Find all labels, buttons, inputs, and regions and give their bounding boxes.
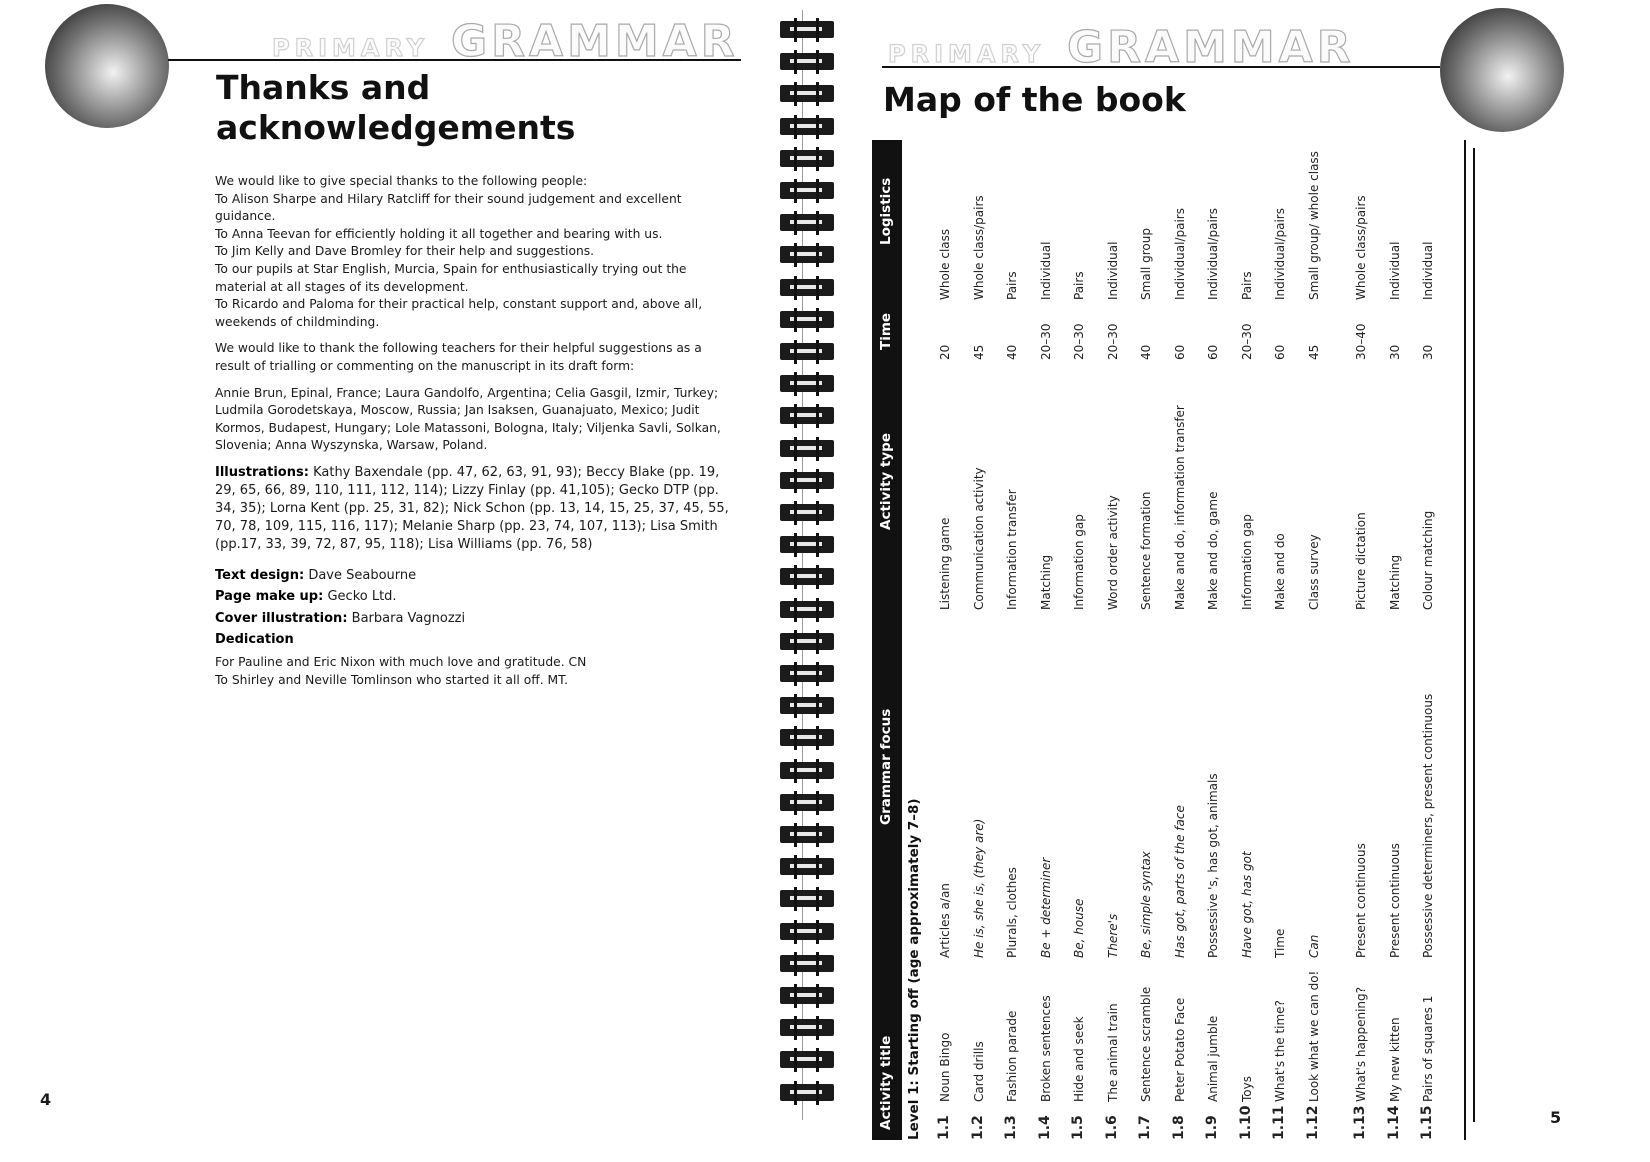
dedication-heading: [215, 629, 735, 651]
grammar-focus: Present continuous: [1387, 843, 1402, 958]
activity-type: Information gap: [1239, 514, 1254, 610]
thanks-line: To Jim Kelly and Dave Bromley for their help and suggestions.: [215, 244, 595, 259]
grammar-focus: Possessive 's, has got, animals: [1206, 773, 1220, 958]
activity-logistics: Small group/ whole class: [1306, 151, 1321, 300]
grammar-focus: Have got, has got: [1239, 851, 1254, 958]
activity-time: 45: [971, 344, 986, 360]
row-number: 1.1: [936, 1115, 952, 1140]
thanks-line: We would like to give special thanks to the following people:: [215, 174, 588, 188]
activity-logistics: Individual: [1387, 241, 1402, 300]
thanks-line: To Alison Sharpe and Hilary Ratcliff for their sound judgement and excellent guidance.: [215, 191, 682, 224]
spiral-coil: [780, 1081, 834, 1105]
activity-time: 60: [1206, 344, 1220, 360]
activity-type: Information transfer: [1005, 489, 1019, 610]
activity-type: Communication activity: [971, 467, 986, 610]
activity-logistics: Whole class/pairs: [971, 195, 986, 300]
activity-time: 60: [1273, 344, 1287, 360]
activity-time: 20–30: [1072, 323, 1086, 360]
spiral-coil: [780, 404, 834, 428]
activity-logistics: Individual/pairs: [1206, 208, 1220, 300]
acknowledgements-body: [215, 173, 735, 689]
activity-time: 20–30: [1239, 323, 1254, 360]
grammar-focus: There's: [1105, 913, 1120, 958]
activity-type: Colour matching: [1421, 510, 1435, 610]
spiral-coil: [780, 50, 834, 74]
activity-title: Pairs of squares 1: [1421, 995, 1435, 1102]
activity-time: 40: [1005, 344, 1019, 360]
spiral-coil: [780, 18, 834, 42]
page-makeup-label: Page make up:: [215, 589, 324, 605]
grammar-focus: Time: [1273, 928, 1287, 958]
spiral-coil: [780, 372, 834, 396]
activity-time: 30: [1421, 344, 1435, 360]
activity-title: Noun Bingo: [938, 1032, 952, 1102]
illustrations-text: Kathy Baxendale (pp. 47, 62, 63, 91, 93); Beccy Blake (pp. 19, 29, 65, 66, 89, 110, 111, 112, 114); Lizzy Finlay (pp. 41,105); Gecko DTP (pp. 34, 35); Lorna Kent (pp. 25, 31, 82); Nick Schon (pp. 13, 14, 15, 25, 37, 45, 55, 70, 78, 109, 115, 116, 117); Melanie Sharp (pp. 23, 74, 107, 113); Lisa Smith (pp.17, 33, 39, 72, 87, 95, 118); Lisa Williams (pp. 76, 58): [215, 464, 729, 552]
decorative-sphere-left: [45, 4, 169, 128]
page-makeup-value: Gecko Ltd.: [327, 589, 397, 605]
row-number: 1.10: [1237, 1105, 1254, 1140]
spiral-coil: [780, 726, 834, 750]
row-number: 1.6: [1103, 1115, 1120, 1140]
dedication-label: Dedication: [215, 632, 294, 648]
row-number: 1.11: [1271, 1105, 1287, 1140]
spiral-coil: [780, 501, 834, 525]
cover-credit: [215, 608, 735, 630]
spiral-coil: [780, 243, 834, 267]
spiral-coil: [780, 952, 834, 976]
activity-title: Broken sentences: [1038, 995, 1053, 1102]
activity-time: 30–40: [1354, 323, 1368, 360]
illustrations-credit: [215, 464, 735, 554]
text-design-label: Text design:: [215, 567, 305, 583]
spiral-coil: [780, 630, 834, 654]
spiral-coil: [780, 469, 834, 493]
grammar-focus: Possessive determiners, present continuous: [1421, 693, 1435, 958]
activity-time: 60: [1172, 344, 1187, 360]
dedication-line: To Shirley and Neville Tomlinson who started it all off. MT.: [215, 672, 569, 687]
thanks-line: To our pupils at Star English, Murcia, Spain for enthusiastically trying out the material at all stages of its development.: [215, 261, 687, 294]
activity-title: What's happening?: [1354, 986, 1368, 1102]
row-number: 1.4: [1036, 1115, 1053, 1140]
spiral-coil: [780, 82, 834, 106]
activity-type: Make and do, information transfer: [1172, 405, 1187, 610]
grammar-focus: Has got, parts of the face: [1172, 805, 1187, 958]
activity-logistics: Individual: [1038, 241, 1053, 300]
row-number: 1.12: [1304, 1105, 1321, 1140]
activity-logistics: Individual/pairs: [1273, 208, 1287, 300]
spiral-coil: [780, 147, 834, 171]
activity-time: 20–30: [1038, 323, 1053, 360]
row-number: 1.14: [1385, 1105, 1402, 1140]
column-header-activity-title: Activity title: [878, 1035, 894, 1130]
spiral-coil: [780, 308, 834, 332]
row-number: 1.3: [1003, 1115, 1019, 1140]
activity-logistics: Whole class/pairs: [1354, 195, 1368, 300]
table-header: [872, 140, 902, 1140]
activity-type: Matching: [1038, 554, 1053, 610]
row-number: 1.2: [969, 1115, 986, 1140]
row-number: 1.5: [1070, 1115, 1086, 1140]
activity-title: Toys: [1239, 1076, 1254, 1102]
activity-logistics: Pairs: [1239, 271, 1254, 300]
spiral-coil: [780, 694, 834, 718]
page-makeup-credit: [215, 586, 735, 608]
brand-logo-right: [888, 22, 1355, 73]
grammar-focus: He is, she is, (they are): [971, 818, 986, 958]
production-credits: [215, 565, 735, 651]
page-edge-rule: [1473, 148, 1475, 1122]
spiral-coil: [780, 565, 834, 589]
brand-small: PRIMARY: [272, 34, 430, 62]
spiral-coil: [780, 791, 834, 815]
activity-title: Fashion parade: [1005, 1010, 1019, 1102]
activity-time: 40: [1139, 344, 1153, 360]
activity-time: 45: [1306, 344, 1321, 360]
activity-time: 20–30: [1105, 323, 1120, 360]
activity-logistics: Individual/pairs: [1172, 208, 1187, 300]
page-title-right: Map of the book: [883, 80, 1186, 119]
activity-title: Peter Potato Face: [1172, 997, 1187, 1102]
level-heading: Level 1: Starting off (age approximately 7–8): [906, 798, 922, 1140]
page-number-right: 5: [1550, 1108, 1562, 1127]
activity-logistics: Individual: [1421, 241, 1435, 300]
spiral-coil: [780, 887, 834, 911]
activity-logistics: Pairs: [1005, 271, 1019, 300]
activity-type: Listening game: [938, 517, 952, 610]
spiral-coil: [780, 276, 834, 300]
grammar-focus: Present continuous: [1354, 843, 1368, 958]
activity-logistics: Whole class: [938, 228, 952, 300]
thanks-line: To Anna Teevan for efficiently holding it all together and bearing with us.: [215, 226, 663, 241]
map-of-book-table: [872, 140, 1472, 1140]
spiral-coil: [780, 855, 834, 879]
spiral-coil: [780, 1016, 834, 1040]
text-design-value: Dave Seabourne: [308, 567, 417, 583]
spiral-coil: [780, 662, 834, 686]
spiral-coil: [780, 533, 834, 557]
grammar-focus: Be, house: [1072, 898, 1086, 958]
spiral-coil: [780, 984, 834, 1008]
cover-value: Barbara Vagnozzi: [351, 610, 466, 626]
spiral-coil: [780, 437, 834, 461]
grammar-focus: Articles a/an: [938, 883, 952, 958]
activity-type: Class survey: [1306, 534, 1321, 610]
grammar-focus: Plurals, clothes: [1005, 867, 1019, 958]
spiral-coil: [780, 1048, 834, 1072]
text-design-credit: [215, 565, 735, 587]
spiral-coil: [780, 920, 834, 944]
column-header-activity-type: Activity type: [878, 433, 894, 530]
activity-time: 20: [938, 344, 952, 360]
grammar-focus: Be + determiner: [1038, 857, 1053, 958]
page-title-left: Thanks and acknowledgements: [216, 68, 576, 147]
teachers-list: Annie Brun, Epinal, France; Laura Gandolfo, Argentina; Celia Gasgil, Izmir, Turkey; Ludmila Gorodetskaya, Moscow, Russia; Jan Isaksen, Guanajuato, Mexico; Judit Kormos, Budapest, Hungary; Lole Matassoni, Bologna, Italy; Viljenka Savli, Solkan, Slovenia; Anna Wyszynska, Warsaw, Poland.: [215, 385, 721, 453]
activity-logistics: Pairs: [1072, 271, 1086, 300]
activity-time: 30: [1387, 344, 1402, 360]
activity-title: Hide and seek: [1072, 1016, 1086, 1102]
cover-label: Cover illustration:: [215, 610, 348, 626]
spiral-coil: [780, 823, 834, 847]
spiral-coil: [780, 179, 834, 203]
activity-type: Picture dictation: [1354, 512, 1368, 610]
spiral-coil: [780, 598, 834, 622]
activity-type: Make and do: [1273, 533, 1287, 610]
page-number-left: 4: [40, 1090, 52, 1109]
column-header-time: Time: [878, 312, 894, 350]
activity-type: Make and do, game: [1206, 491, 1220, 610]
dedication-line: For Pauline and Eric Nixon with much love and gratitude. CN: [215, 654, 587, 669]
activity-title: Look what we can do!: [1306, 970, 1321, 1102]
activity-title: Sentence scramble: [1139, 986, 1153, 1102]
grammar-focus: Be, simple syntax: [1139, 851, 1153, 958]
row-number: 1.13: [1352, 1105, 1368, 1140]
table-bottom-rule: [1464, 140, 1466, 1140]
activity-title: Card drills: [971, 1041, 986, 1102]
activity-title: Animal jumble: [1206, 1015, 1220, 1102]
spiral-binding: [780, 10, 838, 1120]
column-header-grammar-focus: Grammar focus: [878, 708, 894, 825]
activity-type: Word order activity: [1105, 495, 1120, 610]
column-header-logistics: Logistics: [878, 177, 894, 245]
activity-title: The animal train: [1105, 1003, 1120, 1102]
spiral-coil: [780, 759, 834, 783]
teachers-intro: We would like to thank the following teachers for their helpful suggestions as a result of trialling or commenting on the manuscript in its draft form:: [215, 341, 702, 373]
row-number: 1.9: [1204, 1115, 1220, 1140]
row-number: 1.15: [1419, 1105, 1435, 1140]
row-number: 1.7: [1137, 1115, 1153, 1140]
spiral-coil: [780, 211, 834, 235]
activity-title: What's the time?: [1273, 1000, 1287, 1102]
row-number: 1.8: [1170, 1115, 1187, 1140]
brand-big: GRAMMAR: [451, 16, 739, 67]
spiral-coil: [780, 340, 834, 364]
activity-type: Information gap: [1072, 514, 1086, 610]
brand-logo-left: [272, 16, 739, 67]
activity-title: My new kitten: [1387, 1017, 1402, 1102]
grammar-focus: Can: [1306, 934, 1321, 958]
thanks-line: To Ricardo and Paloma for their practical help, constant support and, above all, weekends of childminding.: [215, 297, 703, 329]
decorative-sphere-right: [1440, 8, 1564, 132]
brand-small: PRIMARY: [888, 40, 1046, 68]
activity-type: Matching: [1387, 554, 1402, 610]
illustrations-label: Illustrations:: [215, 464, 309, 480]
activity-logistics: Individual: [1105, 241, 1120, 300]
activity-type: Sentence formation: [1139, 491, 1153, 610]
activity-logistics: Small group: [1139, 228, 1153, 300]
spiral-coil: [780, 115, 834, 139]
brand-big: GRAMMAR: [1067, 22, 1355, 73]
